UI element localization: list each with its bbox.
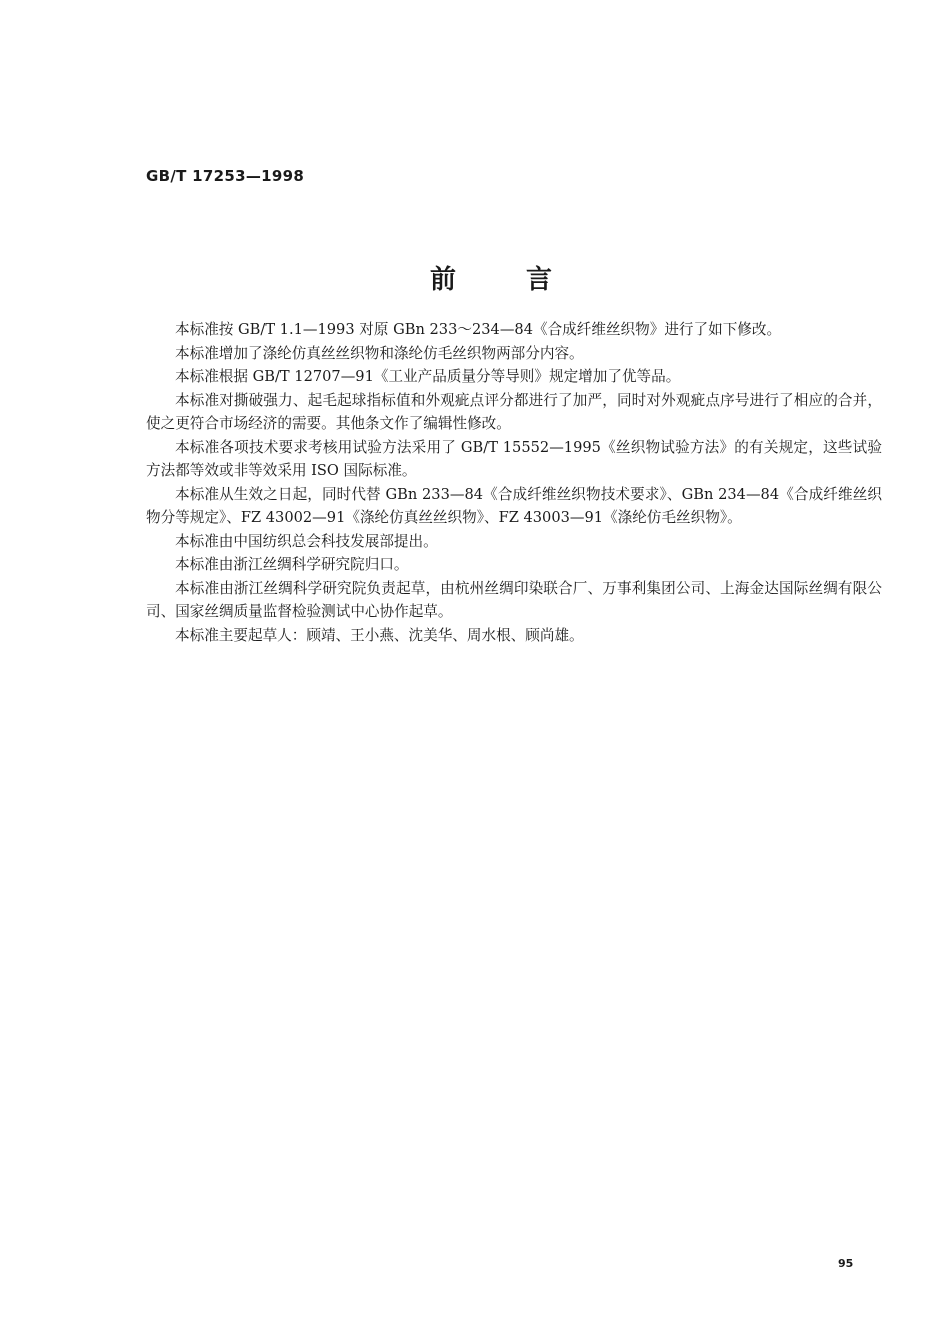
paragraph: 本标准主要起草人：顾靖、王小燕、沈美华、周水根、顾尚雄。 — [175, 626, 584, 644]
paragraph: 本标准根据 GB/T 12707—91《工业产品质量分等导则》规定增加了优等品。 — [175, 368, 681, 385]
page-title: 前言 — [430, 265, 623, 295]
foreword-body — [146, 318, 882, 647]
paragraph: 本标准由中国纺织总会科技发展部提出。 — [175, 532, 438, 550]
paragraph: 本标准从生效之日起，同时代替 GBn 233—84《合成纤维丝织物技术要求》、GBn 234—84《合成纤维丝织物分等规定》、FZ 43002—91《涤纶仿真丝丝织物》、FZ 43003—91《涤纶仿毛丝织物》。 — [146, 485, 882, 526]
paragraph: 本标准由浙江丝绸科学研究院负责起草，由杭州丝绸印染联合厂、万事利集团公司、上海金达国际丝绸有限公司、国家丝绸质量监督检验测试中心协作起草。 — [146, 579, 882, 620]
paragraph: 本标准按 GB/T 1.1—1993 对原 GBn 233～234—84《合成纤维丝织物》进行了如下修改。 — [175, 321, 782, 338]
paragraph: 本标准对撕破强力、起毛起球指标值和外观疵点评分都进行了加严，同时对外观疵点序号进行了相应的合并，使之更符合市场经济的需要。其他条文作了编辑性修改。 — [146, 391, 882, 432]
paragraph: 本标准增加了涤纶仿真丝丝织物和涤纶仿毛丝织物两部分内容。 — [175, 344, 584, 362]
standard-code: GB/T 17253—1998 — [146, 167, 305, 185]
paragraph: 本标准各项技术要求考核用试验方法采用了 GB/T 15552—1995《丝织物试验方法》的有关规定，这些试验方法都等效或非等效采用 ISO 国际标准。 — [146, 438, 882, 479]
page-number: 95 — [838, 1257, 854, 1270]
paragraph: 本标准由浙江丝绸科学研究院归口。 — [175, 556, 409, 573]
